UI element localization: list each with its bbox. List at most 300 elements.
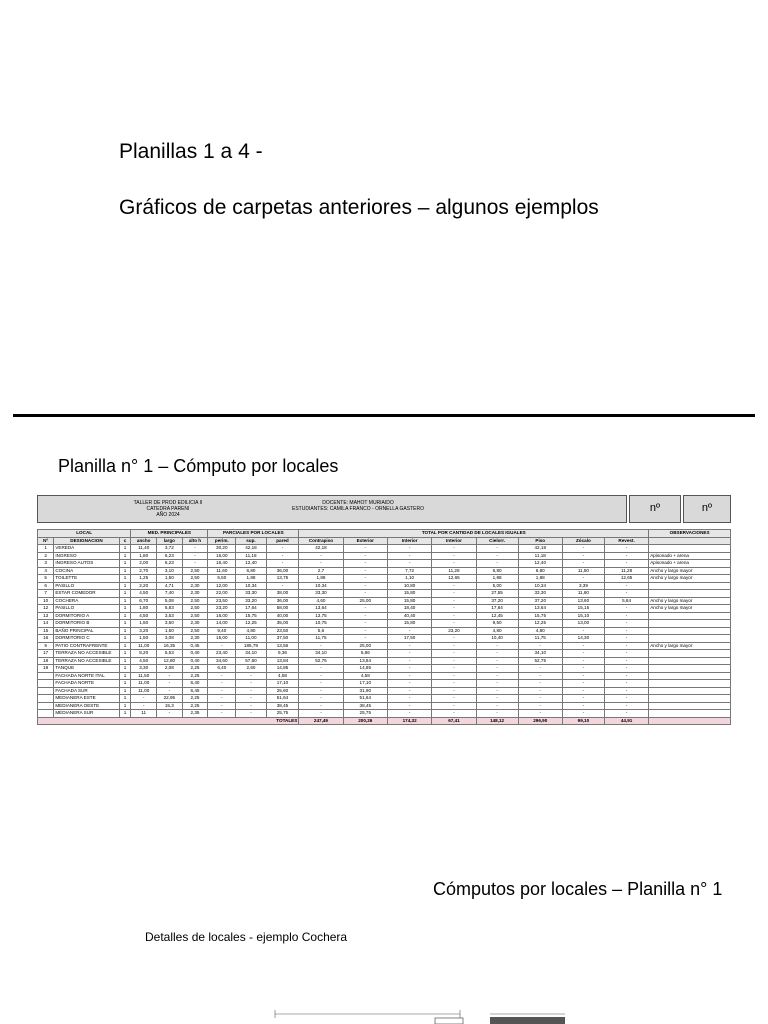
table-cell: -: [562, 710, 604, 718]
table-cell: [649, 650, 731, 658]
table-cell: 13,60: [562, 597, 604, 605]
table-cell: 9,36: [266, 650, 299, 658]
table-cell: 2,60: [236, 665, 266, 673]
table-cell: -: [562, 627, 604, 635]
table-cell: -: [299, 695, 343, 703]
table-cell: 23,50: [266, 627, 299, 635]
table-cell: -: [518, 665, 562, 673]
total-cell: 174,32: [387, 717, 431, 725]
table-cell: 0,40: [182, 657, 208, 665]
table-cell: Ancho y largo mayor: [649, 575, 731, 583]
table-cell: [649, 590, 731, 598]
table-cell: 2,35: [182, 710, 208, 718]
table-cell: 2,30: [182, 582, 208, 590]
slide-separator: [13, 414, 755, 417]
table-cell: -: [562, 642, 604, 650]
table-cell: 3,20: [131, 627, 157, 635]
total-cell: 44,91: [604, 717, 648, 725]
table-cell: Ancho y largo mayor: [649, 605, 731, 613]
table-cell: BAÑO PRINCIPAL: [54, 627, 119, 635]
table-cell: 11,00: [236, 635, 266, 643]
table-cell: 5,6: [299, 627, 343, 635]
table-cell: -: [236, 702, 266, 710]
table-cell: 0,40: [182, 650, 208, 658]
table-cell: -: [208, 680, 236, 688]
table-cell: PATIO CONTRAFRENTE: [54, 642, 119, 650]
table-row: [38, 702, 731, 710]
table-cell: 13,75: [266, 575, 299, 583]
table-cell: [38, 687, 54, 695]
table-cell: -: [518, 642, 562, 650]
table-cell: [649, 687, 731, 695]
table-cell: -: [604, 672, 648, 680]
table-cell: 5,53: [157, 650, 183, 658]
table-cell: 33,20: [236, 597, 266, 605]
table-cell: -: [476, 680, 518, 688]
table-cell: 2,30: [182, 590, 208, 598]
table-cell: -: [432, 597, 476, 605]
table-cell: 2: [38, 552, 54, 560]
table-cell: -: [432, 710, 476, 718]
table-cell: -: [604, 710, 648, 718]
table-cell: 1: [119, 702, 131, 710]
table-cell: 1,10: [387, 575, 431, 583]
table-cell: 42,18: [299, 545, 343, 553]
table-cell: 13,84: [343, 657, 387, 665]
table-cell: 2,70: [131, 567, 157, 575]
table-cell: -: [432, 687, 476, 695]
table-cell: 1: [119, 687, 131, 695]
table-cell: 12,25: [236, 620, 266, 628]
column-header: alto h: [182, 537, 208, 545]
table-caption: Cómputos por locales – Planilla n° 1: [433, 879, 723, 899]
table-cell: [649, 657, 731, 665]
table-cell: -: [387, 687, 431, 695]
table-cell: 1: [119, 680, 131, 688]
table-cell: -: [604, 582, 648, 590]
table-cell: -: [387, 560, 431, 568]
table-cell: -: [236, 672, 266, 680]
table-cell: -: [562, 650, 604, 658]
table-cell: 7: [38, 590, 54, 598]
table-cell: -: [518, 695, 562, 703]
table-cell: -: [343, 575, 387, 583]
table-cell: 1: [119, 620, 131, 628]
table-cell: 52,75: [299, 657, 343, 665]
table-cell: MEDIANERA SUR: [54, 710, 119, 718]
column-header: Exterior: [343, 537, 387, 545]
group-header-local: LOCAL: [38, 530, 131, 538]
table-row: [38, 642, 731, 650]
table-cell: 6,23: [157, 560, 183, 568]
table-cell: 1: [119, 582, 131, 590]
table-cell: 16,40: [208, 560, 236, 568]
table-cell: 33,30: [299, 590, 343, 598]
table-cell: 11,00: [131, 687, 157, 695]
table-cell: 14,00: [208, 620, 236, 628]
table-cell: 10,34: [299, 582, 343, 590]
table-cell: 1: [119, 552, 131, 560]
table-cell: 12: [38, 605, 54, 613]
table-cell: -: [343, 620, 387, 628]
table-cell: 5,84: [604, 597, 648, 605]
table-cell: -: [432, 672, 476, 680]
table-cell: 12,65: [432, 575, 476, 583]
table-cell: 17: [38, 650, 54, 658]
table-cell: 17,10: [343, 680, 387, 688]
total-cell: 200,26: [343, 717, 387, 725]
table-cell: -: [476, 642, 518, 650]
table-cell: -: [157, 672, 183, 680]
table-cell: 2,08: [157, 665, 183, 673]
table-row: [38, 657, 731, 665]
table-cell: 2,50: [182, 627, 208, 635]
table-cell: [38, 672, 54, 680]
table-cell: [38, 702, 54, 710]
table-cell: 15,00: [208, 635, 236, 643]
table-cell: -: [266, 560, 299, 568]
column-header: Cielorr.: [476, 537, 518, 545]
table-cell: -: [432, 635, 476, 643]
table-cell: 4,50: [131, 612, 157, 620]
table-cell: 16: [38, 635, 54, 643]
table-cell: 15,75: [518, 612, 562, 620]
table-cell: -: [343, 545, 387, 553]
table-cell: Ancho y largo mayor: [649, 597, 731, 605]
table-cell: -: [476, 672, 518, 680]
table-cell: 1: [119, 635, 131, 643]
table-cell: -: [343, 627, 387, 635]
sheet-number-box: nº: [629, 495, 681, 523]
table-cell: 3: [38, 560, 54, 568]
table-cell: -: [131, 702, 157, 710]
table-cell: 1: [119, 665, 131, 673]
table-cell: 52,75: [518, 657, 562, 665]
table-cell: -: [604, 605, 648, 613]
group-header-observaciones: OBSERVACIONES: [649, 530, 731, 538]
table-cell: -: [562, 575, 604, 583]
table-cell: [649, 612, 731, 620]
table-cell: [38, 695, 54, 703]
table-row: [38, 582, 731, 590]
table-cell: 1: [119, 597, 131, 605]
table-cell: 38,45: [266, 702, 299, 710]
table-cell: 11,60: [562, 590, 604, 598]
table-cell: 36,00: [266, 567, 299, 575]
table-cell: [38, 710, 54, 718]
table-cell: -: [387, 552, 431, 560]
table-cell: -: [476, 710, 518, 718]
table-cell: 12,40: [518, 560, 562, 568]
table-cell: TERRAZA NO ACCESIBLE: [54, 650, 119, 658]
table-cell: 14: [38, 620, 54, 628]
table-cell: 18: [38, 657, 54, 665]
table-cell: 7,40: [157, 590, 183, 598]
detail-note: Detalles de locales - ejemplo Cochera: [145, 930, 348, 944]
table-cell: 17,64: [236, 605, 266, 613]
table-row: [38, 605, 731, 613]
table-cell: TERRAZA NO ACCESIBLE: [54, 657, 119, 665]
table-cell: 1,50: [157, 575, 183, 583]
total-cell: 148,12: [476, 717, 518, 725]
table-cell: 14,30: [562, 635, 604, 643]
table-cell: -: [387, 672, 431, 680]
sheet-number-box-2: nº: [683, 495, 731, 523]
table-cell: -: [562, 702, 604, 710]
column-header: Interior: [432, 537, 476, 545]
table-cell: 4,80: [476, 627, 518, 635]
table-cell: INGRESO: [54, 552, 119, 560]
table-cell: -: [476, 657, 518, 665]
table-cell: -: [157, 680, 183, 688]
table-cell: -: [266, 552, 299, 560]
table-cell: 12,80: [157, 657, 183, 665]
table-cell: 25,75: [343, 710, 387, 718]
table-cell: -: [299, 672, 343, 680]
table-cell: 3,53: [157, 612, 183, 620]
column-header: Nº: [38, 537, 54, 545]
table-cell: -: [299, 687, 343, 695]
table-cell: -: [518, 680, 562, 688]
table-cell: 4,58: [343, 672, 387, 680]
table-cell: -: [157, 710, 183, 718]
table-cell: 1: [119, 657, 131, 665]
table-cell: 1,88: [299, 575, 343, 583]
table-row: [38, 687, 731, 695]
table-cell: 25,75: [266, 710, 299, 718]
computo-sheet: [37, 495, 731, 853]
table-cell: -: [604, 635, 648, 643]
table-cell: -: [182, 560, 208, 568]
table-cell: COCHERA: [54, 597, 119, 605]
table-cell: 3,08: [157, 635, 183, 643]
table-cell: -: [387, 695, 431, 703]
table-cell: -: [604, 590, 648, 598]
table-cell: 5: [38, 575, 54, 583]
table-cell: 38,45: [343, 702, 387, 710]
table-cell: -: [208, 672, 236, 680]
table-row: [38, 620, 731, 628]
table-cell: 25,00: [343, 642, 387, 650]
table-cell: 25,00: [343, 597, 387, 605]
table-cell: 0,45: [182, 642, 208, 650]
table-cell: -: [236, 687, 266, 695]
table-cell: 13,75: [299, 612, 343, 620]
table-cell: 11,75: [299, 635, 343, 643]
table-cell: PASILLO: [54, 582, 119, 590]
table-cell: -: [432, 612, 476, 620]
table-cell: -: [476, 695, 518, 703]
table-cell: -: [562, 665, 604, 673]
table-cell: 36,00: [266, 597, 299, 605]
table-cell: 12,00: [208, 582, 236, 590]
table-cell: 5,50: [208, 575, 236, 583]
table-cell: 17,10: [266, 680, 299, 688]
table-cell: 3,30: [131, 665, 157, 673]
table-cell: 1: [119, 672, 131, 680]
table-row: [38, 650, 731, 658]
table-cell: -: [604, 545, 648, 553]
table-cell: 11,28: [432, 567, 476, 575]
table-cell: 2,50: [182, 575, 208, 583]
table-cell: 15,80: [387, 597, 431, 605]
table-cell: FACHADA SUR: [54, 687, 119, 695]
table-cell: -: [387, 642, 431, 650]
table-cell: 16,00: [208, 612, 236, 620]
table-row: [38, 612, 731, 620]
table-cell: 12,65: [604, 575, 648, 583]
table-cell: 13: [38, 612, 54, 620]
table-cell: 15,80: [387, 590, 431, 598]
table-cell: -: [604, 657, 648, 665]
table-cell: -: [476, 545, 518, 553]
table-cell: 2,25: [182, 702, 208, 710]
table-cell: 22,95: [157, 695, 183, 703]
table-cell: FACHADA NORTE: [54, 680, 119, 688]
table-cell: -: [299, 710, 343, 718]
table-cell: -: [518, 687, 562, 695]
table-cell: 13,64: [518, 605, 562, 613]
table-cell: 10,80: [387, 582, 431, 590]
table-cell: 10,34: [518, 582, 562, 590]
table-cell: 9,50: [476, 620, 518, 628]
table-cell: -: [604, 560, 648, 568]
table-cell: 30,20: [208, 545, 236, 553]
sheet-header: [37, 495, 627, 523]
table-cell: 6,80: [236, 567, 266, 575]
table-cell: -: [343, 612, 387, 620]
table-cell: 13,56: [266, 642, 299, 650]
table-cell: Apisonado + arena: [649, 552, 731, 560]
slide-title-line1: Planillas 1 a 4 -: [119, 140, 263, 163]
table-cell: -: [432, 695, 476, 703]
table-cell: 4,50: [131, 590, 157, 598]
table-cell: 5,83: [157, 605, 183, 613]
table-cell: 13,84: [266, 657, 299, 665]
table-cell: -: [299, 680, 343, 688]
table-cell: [649, 680, 731, 688]
table-cell: 6,80: [518, 567, 562, 575]
table-cell: 2,25: [182, 695, 208, 703]
table-cell: 4,58: [266, 672, 299, 680]
table-cell: 16,00: [208, 552, 236, 560]
table-cell: DORMITORIO B: [54, 620, 119, 628]
table-cell: -: [604, 702, 648, 710]
table-row: [38, 590, 731, 598]
table-cell: 11,28: [604, 567, 648, 575]
table-cell: 2,25: [182, 672, 208, 680]
table-row: [38, 635, 731, 643]
total-cell: 296,90: [518, 717, 562, 725]
table-cell: 34,10: [299, 650, 343, 658]
table-cell: -: [432, 702, 476, 710]
table-cell: 6,23: [157, 552, 183, 560]
table-cell: 1,50: [131, 620, 157, 628]
table-cell: 58,00: [266, 605, 299, 613]
table-cell: -: [299, 702, 343, 710]
table-cell: Apisonado + arena: [649, 560, 731, 568]
table-cell: -: [476, 665, 518, 673]
table-cell: -: [562, 545, 604, 553]
table-cell: -: [604, 687, 648, 695]
table-cell: 34,10: [236, 650, 266, 658]
table-cell: 2,30: [182, 620, 208, 628]
table-cell: -: [432, 552, 476, 560]
table-cell: 18,40: [387, 605, 431, 613]
table-cell: 13,64: [299, 605, 343, 613]
table-cell: 27,55: [476, 590, 518, 598]
table-row: [38, 597, 731, 605]
column-header: Interior: [387, 537, 431, 545]
table-cell: -: [432, 545, 476, 553]
column-header: c: [119, 537, 131, 545]
table-cell: 1,50: [131, 635, 157, 643]
table-cell: -: [236, 680, 266, 688]
table-cell: 57,60: [236, 657, 266, 665]
table-cell: -: [236, 710, 266, 718]
table-cell: -: [432, 605, 476, 613]
table-cell: -: [604, 552, 648, 560]
table-cell: 1: [119, 567, 131, 575]
table-cell: 15,10: [562, 612, 604, 620]
table-row: [38, 672, 731, 680]
table-cell: 4,80: [236, 627, 266, 635]
table-cell: -: [604, 665, 648, 673]
table-cell: -: [387, 627, 431, 635]
table-cell: -: [476, 552, 518, 560]
table-cell: -: [562, 680, 604, 688]
column-header: largo: [157, 537, 183, 545]
table-cell: 2,7: [299, 567, 343, 575]
table-cell: -: [208, 687, 236, 695]
table-cell: 1: [119, 642, 131, 650]
table-cell: 2,20: [131, 582, 157, 590]
table-cell: 25,60: [266, 687, 299, 695]
table-cell: 1: [119, 695, 131, 703]
table-cell: 2,00: [131, 560, 157, 568]
table-cell: 4,80: [518, 627, 562, 635]
table-cell: 1: [119, 575, 131, 583]
table-cell: ESTAR COMEDOR: [54, 590, 119, 598]
table-cell: -: [387, 665, 431, 673]
table-cell: 1: [119, 560, 131, 568]
table-cell: INGRESO AUTOS: [54, 560, 119, 568]
table-cell: 9: [38, 642, 54, 650]
table-cell: 16,35: [157, 642, 183, 650]
table-cell: -: [432, 620, 476, 628]
table-cell: 11,18: [518, 552, 562, 560]
table-cell: [649, 627, 731, 635]
table-cell: VEREDA: [54, 545, 119, 553]
table-cell: -: [387, 710, 431, 718]
table-cell: -: [182, 545, 208, 553]
table-cell: TOILETTE: [54, 575, 119, 583]
table-cell: -: [343, 590, 387, 598]
table-cell: -: [343, 567, 387, 575]
table-cell: -: [299, 552, 343, 560]
table-cell: 3,50: [157, 620, 183, 628]
table-cell: -: [387, 650, 431, 658]
table-cell: -: [562, 687, 604, 695]
table-cell: -: [387, 680, 431, 688]
table-cell: 34,60: [208, 657, 236, 665]
table-cell: -: [343, 605, 387, 613]
sheet-header-mid: DOCENTE: MAHOT MURIAIDO ESTUDIANTES: CAMILA FRANCO - ORNELLA GASTERO: [292, 500, 424, 512]
table-cell: -: [387, 702, 431, 710]
table-cell: 3,72: [157, 545, 183, 553]
table-cell: 12,45: [476, 612, 518, 620]
table-cell: -: [387, 657, 431, 665]
